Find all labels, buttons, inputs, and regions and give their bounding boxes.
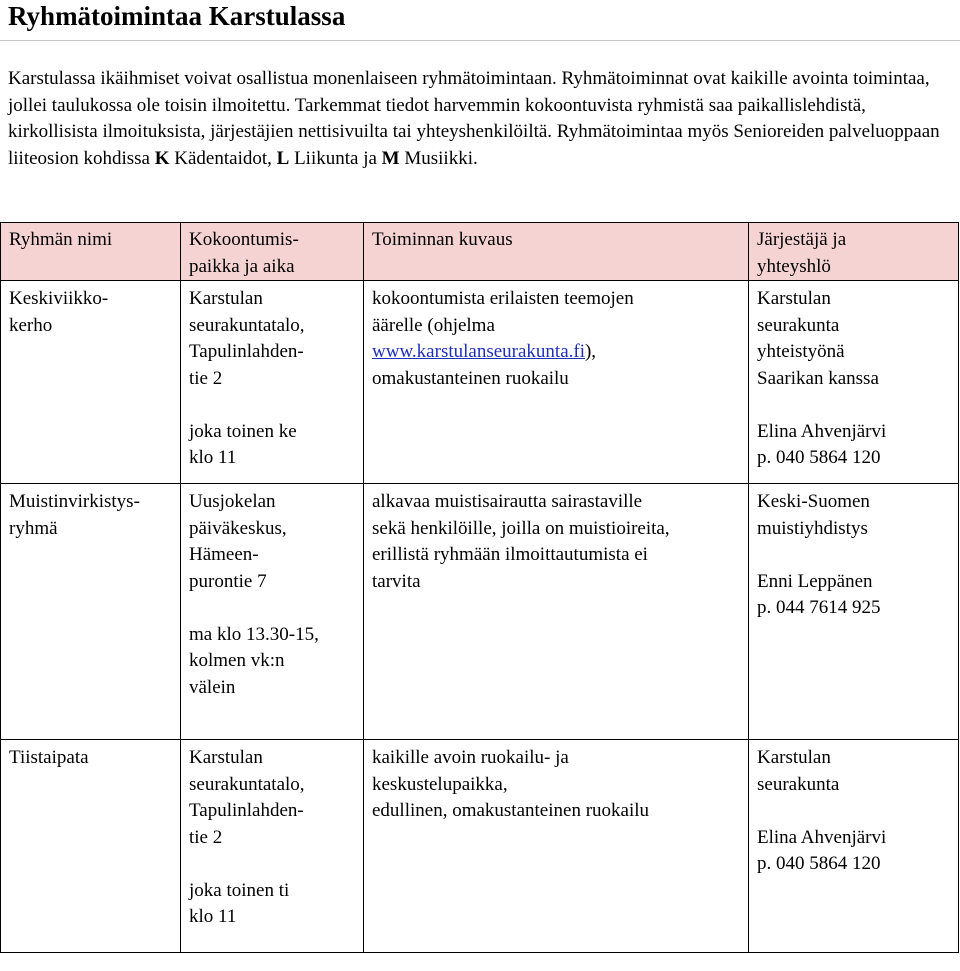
table-header-row (1, 223, 959, 281)
organizer-cell: Keski-Suomen muistiyhdistys Enni Leppänen p. 044 7614 925 (749, 484, 959, 740)
table-row (1, 281, 959, 484)
header-group-name: Ryhmän nimi (1, 223, 181, 281)
title-divider (0, 40, 960, 41)
intro-l-text: Liikunta ja (289, 147, 382, 169)
intro-letter-l: L (276, 147, 290, 169)
place-time-cell: Uusjokelan päiväkeskus, Hämeen- purontie 7 ma klo 13.30-15, kolmen vk:n välein (181, 484, 364, 740)
intro-paragraph (8, 66, 953, 172)
intro-letter-m: M (381, 147, 400, 169)
intro-text: Karstulassa ikäihmiset voivat osallistua monenlaiseen ryhmätoimintaan. Ryhmätoiminnat ovat kaikille avointa toimintaa, jollei taulukossa ole toisin ilmoitettu. Tarkemmat tiedot harvemmin kokoontuvista ryhmistä saa paikallislehdistä, kirkollisista ilmoituksista, järjestäjien nettisivuilta tai yhteyshenkilöiltä. Ryhmätoimintaa myös Senioreiden palveluoppaan liiteosion kohdissa (8, 68, 940, 169)
description-cell: alkavaa muistisairautta sairastaville sekä henkilöille, joilla on muistioireita, erillistä ryhmään ilmoittautumista ei tarvita (364, 484, 749, 740)
page-title: Ryhmätoimintaa Karstulassa (8, 1, 346, 31)
seurakunta-website-link[interactable]: www.karstulanseurakunta.fi (372, 341, 585, 362)
header-description: Toiminnan kuvaus (364, 223, 749, 281)
groups-table (0, 222, 959, 953)
intro-m-text: Musiikki. (399, 147, 478, 169)
organizer-cell: Karstulan seurakunta yhteistyönä Saarikan kanssa Elina Ahvenjärvi p. 040 5864 120 (749, 281, 959, 484)
place-time-cell: Karstulan seurakuntatalo, Tapulinlahden- tie 2 joka toinen ke klo 11 (181, 281, 364, 484)
table-row (1, 484, 959, 740)
header-organizer: Järjestäjä ja yhteyshlö (749, 223, 959, 281)
group-name-cell: Muistinvirkistys- ryhmä (1, 484, 181, 740)
description-cell: kokoontumista erilaisten teemojen äärelle (ohjelma www.karstulanseurakunta.fi), omakustanteinen ruokailu (364, 281, 749, 484)
table-row (1, 740, 959, 953)
organizer-cell: Karstulan seurakunta Elina Ahvenjärvi p. 040 5864 120 (749, 740, 959, 953)
group-name-cell: Keskiviikko- kerho (1, 281, 181, 484)
place-time-cell: Karstulan seurakuntatalo, Tapulinlahden- tie 2 joka toinen ti klo 11 (181, 740, 364, 953)
description-cell: kaikille avoin ruokailu- ja keskustelupaikka, edullinen, omakustanteinen ruokailu (364, 740, 749, 953)
intro-k-text: Kädentaidot, (169, 147, 277, 169)
header-place-time: Kokoontumis- paikka ja aika (181, 223, 364, 281)
intro-letter-k: K (154, 147, 170, 169)
group-name-cell: Tiistaipata (1, 740, 181, 953)
